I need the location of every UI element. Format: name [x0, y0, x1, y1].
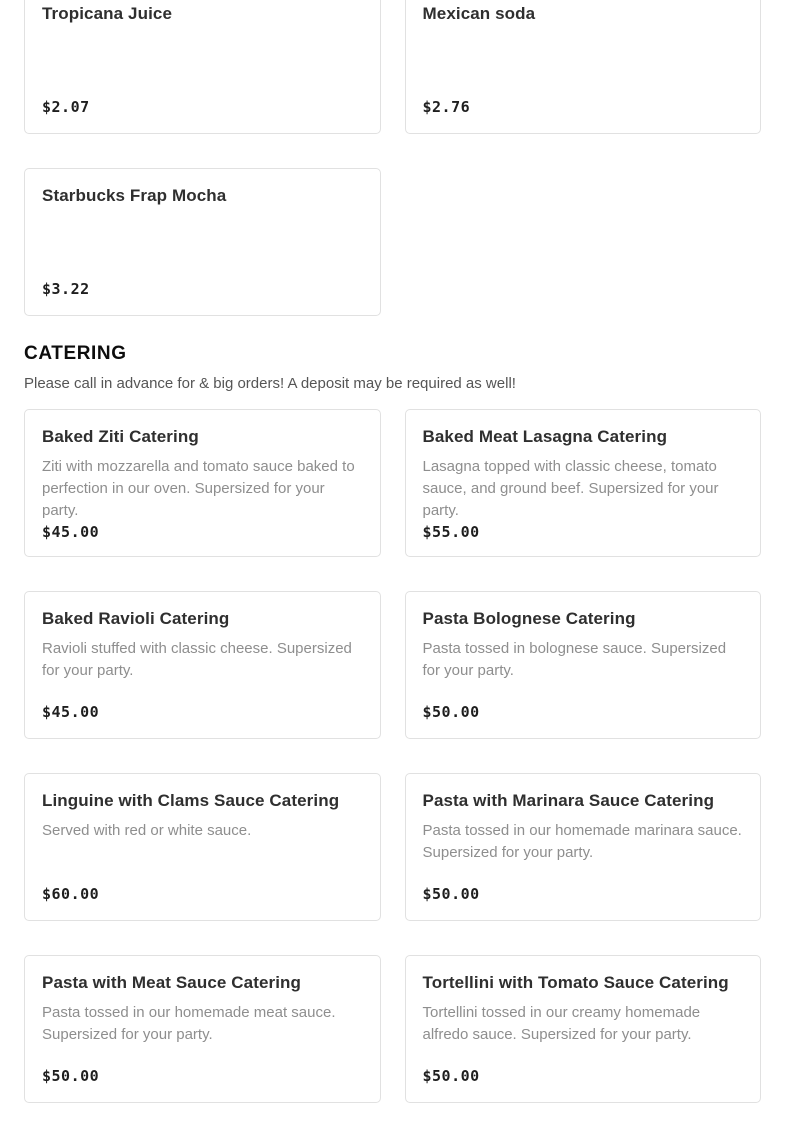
- item-price: $2.76: [422, 98, 471, 116]
- menu-item-card[interactable]: [405, 591, 762, 739]
- item-price: $2.07: [42, 98, 90, 116]
- item-name: Pasta with Meat Sauce Catering: [42, 973, 302, 992]
- item-name: Baked Meat Lasagna Catering: [422, 427, 668, 446]
- item-price: $3.22: [42, 280, 90, 298]
- item-price: $50.00: [422, 703, 480, 721]
- item-name: Tropicana Juice: [42, 4, 172, 23]
- item-description: Ravioli stuffed with classic cheese. Supersized for your party.: [42, 640, 352, 679]
- item-name: Mexican soda: [422, 4, 536, 23]
- menu-item-card[interactable]: [24, 773, 381, 921]
- item-name: Baked Ziti Catering: [42, 427, 199, 446]
- menu-item-card[interactable]: [24, 591, 381, 739]
- catering-grid: [24, 409, 761, 1103]
- item-name: Baked Ravioli Catering: [42, 609, 230, 628]
- item-description: Lasagna topped with classic cheese, tomato sauce, and ground beef. Supersized for your party.: [422, 458, 719, 519]
- item-description: Pasta tossed in bolognese sauce. Supersized for your party.: [422, 640, 727, 679]
- item-name: Tortellini with Tomato Sauce Catering: [422, 973, 729, 992]
- menu-item-card[interactable]: [24, 0, 381, 134]
- item-price: $50.00: [422, 1067, 480, 1085]
- item-description: Pasta tossed in our homemade meat sauce. Supersized for your party.: [42, 1004, 336, 1043]
- item-name: Starbucks Frap Mocha: [42, 186, 227, 205]
- item-description: Tortellini tossed in our creamy homemade alfredo sauce. Supersized for your party.: [422, 1004, 701, 1043]
- item-price: $50.00: [422, 885, 480, 903]
- menu-item-card[interactable]: [405, 409, 762, 557]
- item-description: Served with red or white sauce.: [42, 822, 252, 839]
- item-price: $45.00: [42, 523, 100, 541]
- item-name: Pasta Bolognese Catering: [422, 609, 636, 628]
- item-description: Pasta tossed in our homemade marinara sauce. Supersized for your party.: [422, 822, 742, 861]
- item-name: Pasta with Marinara Sauce Catering: [422, 791, 715, 810]
- beverages-grid: [24, 0, 761, 316]
- item-price: $50.00: [42, 1067, 100, 1085]
- item-name: Linguine with Clams Sauce Catering: [42, 791, 340, 810]
- item-price: $55.00: [422, 523, 480, 541]
- item-price: $60.00: [42, 885, 100, 903]
- menu-item-card[interactable]: [24, 409, 381, 557]
- catering-section-subtitle: Please call in advance for & big orders! A deposit may be required as well!: [24, 375, 516, 392]
- menu-item-card[interactable]: [405, 773, 762, 921]
- menu-item-card[interactable]: [24, 955, 381, 1103]
- item-description: Ziti with mozzarella and tomato sauce baked to perfection in our oven. Supersized for your party.: [42, 458, 355, 519]
- catering-section-heading: CATERING: [24, 343, 127, 364]
- menu-item-card[interactable]: [405, 0, 762, 134]
- menu-item-card[interactable]: [24, 168, 381, 316]
- item-price: $45.00: [42, 703, 100, 721]
- menu-item-card[interactable]: [405, 955, 762, 1103]
